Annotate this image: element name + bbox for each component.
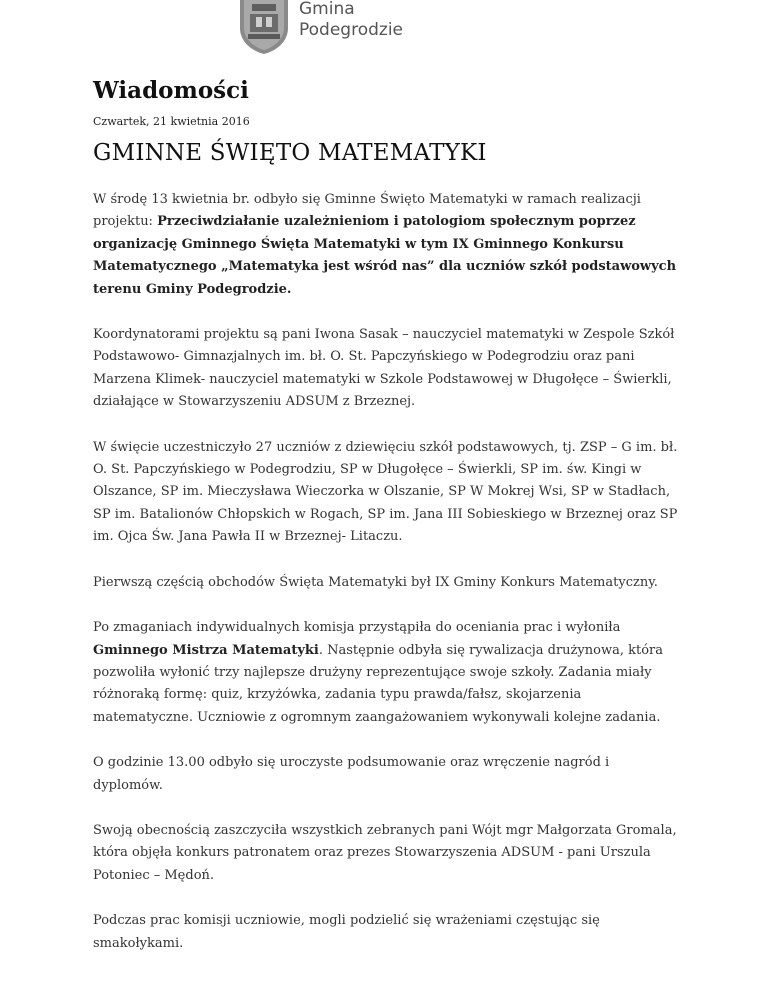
paragraph-participants: W święcie uczestniczyło 27 uczniów z dziewięciu szkół podstawowych, tj. ZSP – G im. bł. O. St. Papczyńskiego w Podegrodziu, SP w Długołęce – Świerkli, SP im. św. Kingi w Olszance, SP im. Mieczysława Wieczorka w Olszanie, SP W Mokrej Wsi, SP w Stadłach, SP im. Batalionów Chłopskich w Rogach, SP im. Jana III Sobieskiego w Brzeznej oraz SP im. Ojca Św. Jana Pawła II w Brzeznej- Litaczu.: [93, 439, 678, 545]
paragraph-refreshments: Podczas prac komisji uczniowie, mogli podzielić się wrażeniami częstując się smakołykami.: [93, 913, 600, 951]
paragraph-competition: Pierwszą częścią obchodów Święta Matematyki był IX Gminy Konkurs Matematyczny.: [93, 574, 658, 590]
logo-line-gmina: Gmina: [299, 0, 355, 19]
champion-title: Gminnego Mistrza Matematyki: [93, 642, 319, 658]
site-logo[interactable]: [238, 0, 403, 54]
intro-text: W środę 13 kwietnia br. odbyło się Gminne Święto Matematyki w ramach realizacji projektu:: [93, 192, 641, 230]
article-date: Czwartek, 21 kwietnia 2016: [93, 115, 250, 128]
paragraph-coordinators: Koordynatorami projektu są pani Iwona Sasak – nauczyciel matematyki w Zespole Szkół Podstawowo- Gimnazjalnych im. bł. O. St. Papczyńskiego w Podegrodziu oraz pani Marzena Klimek- nauczyciel matematyki w Szkole Podstawowej w Długołęce – Świerkli, działające w Stowarzyszeniu ADSUM z Brzeznej.: [93, 327, 675, 410]
results-text-b: . Następnie odbyła się rywalizacja drużynowa, która pozwoliła wyłonić trzy najlepsze drużyny reprezentujące swoje szkoły. Zadania miały różnoraką formę: quiz, krzyżówka, zadania typu prawda/fałsz, skojarzenia matematyczne. Uczniowie z ogromnym zaangażowaniem wykonywali kolejne zadania.: [93, 642, 663, 725]
coat-of-arms-icon: [238, 0, 290, 54]
logo-line-podegrodzie: Podegrodzie: [299, 20, 404, 40]
section-heading: Wiadomości: [93, 77, 249, 104]
results-text-a: Po zmaganiach indywidualnych komisja przystąpiła do oceniania prac i wyłoniła: [93, 620, 621, 636]
paragraph-results: [93, 617, 683, 729]
article-body: [93, 189, 683, 978]
logo-text: [299, 0, 403, 41]
article-title: GMINNE ŚWIĘTO MATEMATYKI: [93, 140, 487, 166]
paragraph-intro: [93, 189, 683, 301]
paragraph-guests: Swoją obecnością zaszczyciła wszystkich zebranych pani Wójt mgr Małgorzata Gromala, która objęła konkurs patronatem oraz prezes Stowarzyszenia ADSUM - pani Urszula Potoniec – Mędoń.: [93, 822, 677, 883]
paragraph-ceremony: O godzinie 13.00 odbyło się uroczyste podsumowanie oraz wręczenie nagród i dyplomów.: [93, 755, 610, 793]
project-title: Przeciwdziałanie uzależnieniom i patologiom społecznym poprzez organizację Gminnego Święta Matematyki w tym IX Gminnego Konkursu Matematycznego „Matematyka jest wśród nas” dla uczniów szkół podstawowych terenu Gminy Podegrodzie.: [93, 214, 677, 297]
